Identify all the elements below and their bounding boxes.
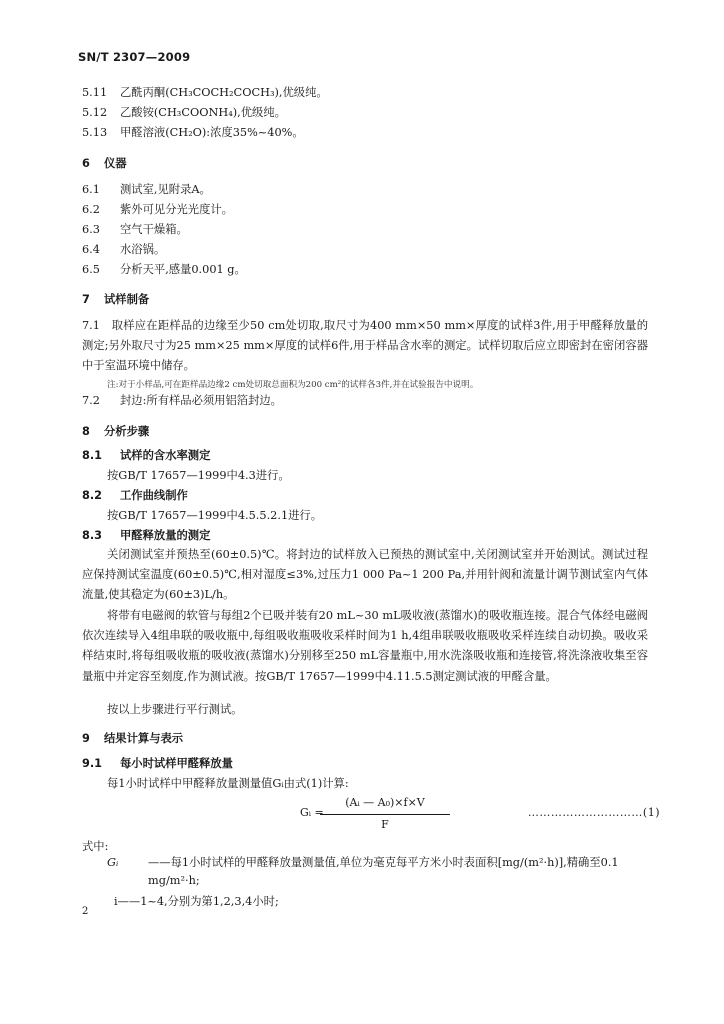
note-7-1: 注:对于小样品,可在距样品边缘2 cm处切取总面积为200 cm²的试样各3件,并在试验报告中说明。	[107, 380, 479, 390]
standard-header: SN/T 2307—2009	[78, 50, 191, 64]
section-9-heading: 9 结果计算与表示	[82, 732, 184, 745]
item-6-1: 6.1 测试室,见附录A。	[82, 183, 211, 196]
definition-g-symbol: Gᵢ	[107, 856, 119, 869]
fraction-bar	[320, 814, 450, 815]
subsection-8-3-heading: 8.3 甲醛释放量的测定	[82, 529, 211, 542]
item-6-5: 6.5 分析天平,感量0.001 g。	[82, 263, 246, 276]
definition-g-text: ——每1小时试样的甲醛释放量测量值,单位为毫克每平方米小时表面积[mg/(m²·h)],精确至0.1 mg/m²·h;	[148, 856, 619, 887]
paragraph-8-3-a: 关闭测试室并预热至(60±0.5)℃。将封边的试样放入已预热的测试室中,关闭测试室并开始测试。测试过程应保持测试室温度(60±0.5)℃,相对湿度≤3%,过压力1 000 Pa~1 200 Pa,并用针阀和流量计调节测试室内气体流量,使其稳定为(60±3)L/h。	[82, 548, 648, 602]
page-number: 2	[82, 906, 89, 917]
paragraph-8-3-b: 将带有电磁阀的软管与每组2个已吸并装有20 mL~30 mL吸收液(蒸馏水)的吸收瓶连接。混合气体经电磁阀依次连续导入4组串联的吸收瓶中,每组吸收瓶吸收采样时间为1 h,4组串联吸收瓶吸收采样连续自动切换。吸收采样结束时,将每组吸收瓶的吸收液(蒸馏水)分别移至250 mL容量瓶中,用水洗涤吸收瓶和连接管,将洗涤液收集至容量瓶中并定容至刻度,作为测试液。按GB/T 17657—1999中4.11.5.5测定测试液的甲醛含量。	[82, 609, 648, 683]
formula-denominator: F	[381, 818, 389, 831]
subsection-8-1-heading: 8.1 试样的含水率测定	[82, 449, 211, 462]
paragraph-8-2: 按GB/T 17657—1999中4.5.5.2.1进行。	[107, 509, 323, 522]
paragraph-7-1: 7.1 取样应在距样品的边缘至少50 cm处切取,取尺寸为400 mm×50 mm×厚度的试样3件,用于甲醛释放量的测定;另外取尺寸为25 mm×25 mm×厚度的试样6件,用于样品含水率的测定。试样切取后应立即密封在密闭容器中于室温环境中储存。	[82, 319, 648, 373]
item-6-3: 6.3 空气干燥箱。	[82, 223, 188, 236]
item-6-2: 6.2 紫外可见分光光度计。	[82, 203, 233, 216]
item-7-2: 7.2 封边:所有样品必须用铝箔封边。	[82, 394, 282, 407]
formula-number: …………………………(1)	[527, 806, 660, 819]
section-7-heading: 7 试样制备	[82, 293, 150, 306]
formula-numerator: (Aᵢ — A₀)×f×V	[345, 796, 425, 809]
item-5-11: 5.11 乙酰丙酮(CH₃COCH₂COCH₃),优级纯。	[82, 86, 328, 99]
formula-lhs: Gᵢ =	[300, 806, 324, 819]
item-5-12: 5.12 乙酸铵(CH₃COONH₄),优级纯。	[82, 106, 286, 119]
paragraph-8-1: 按GB/T 17657—1999中4.3进行。	[107, 469, 290, 482]
item-5-13: 5.13 甲醛溶液(CH₂O):浓度35%~40%。	[82, 126, 304, 139]
definition-i: i——1~4,分别为第1,2,3,4小时;	[114, 895, 279, 908]
where-label: 式中:	[82, 840, 109, 853]
formula-fraction	[320, 796, 450, 831]
subsection-8-2-heading: 8.2 工作曲线制作	[82, 489, 188, 502]
subsection-9-1-heading: 9.1 每小时试样甲醛释放量	[82, 757, 233, 770]
item-6-4: 6.4 水浴锅。	[82, 243, 166, 256]
paragraph-9-1: 每1小时试样中甲醛释放量测量值Gᵢ由式(1)计算:	[107, 777, 349, 790]
section-6-heading: 6 仪器	[82, 157, 127, 170]
formula-1	[300, 796, 660, 836]
paragraph-8-3-c: 按以上步骤进行平行测试。	[107, 703, 243, 716]
section-8-heading: 8 分析步骤	[82, 425, 150, 438]
